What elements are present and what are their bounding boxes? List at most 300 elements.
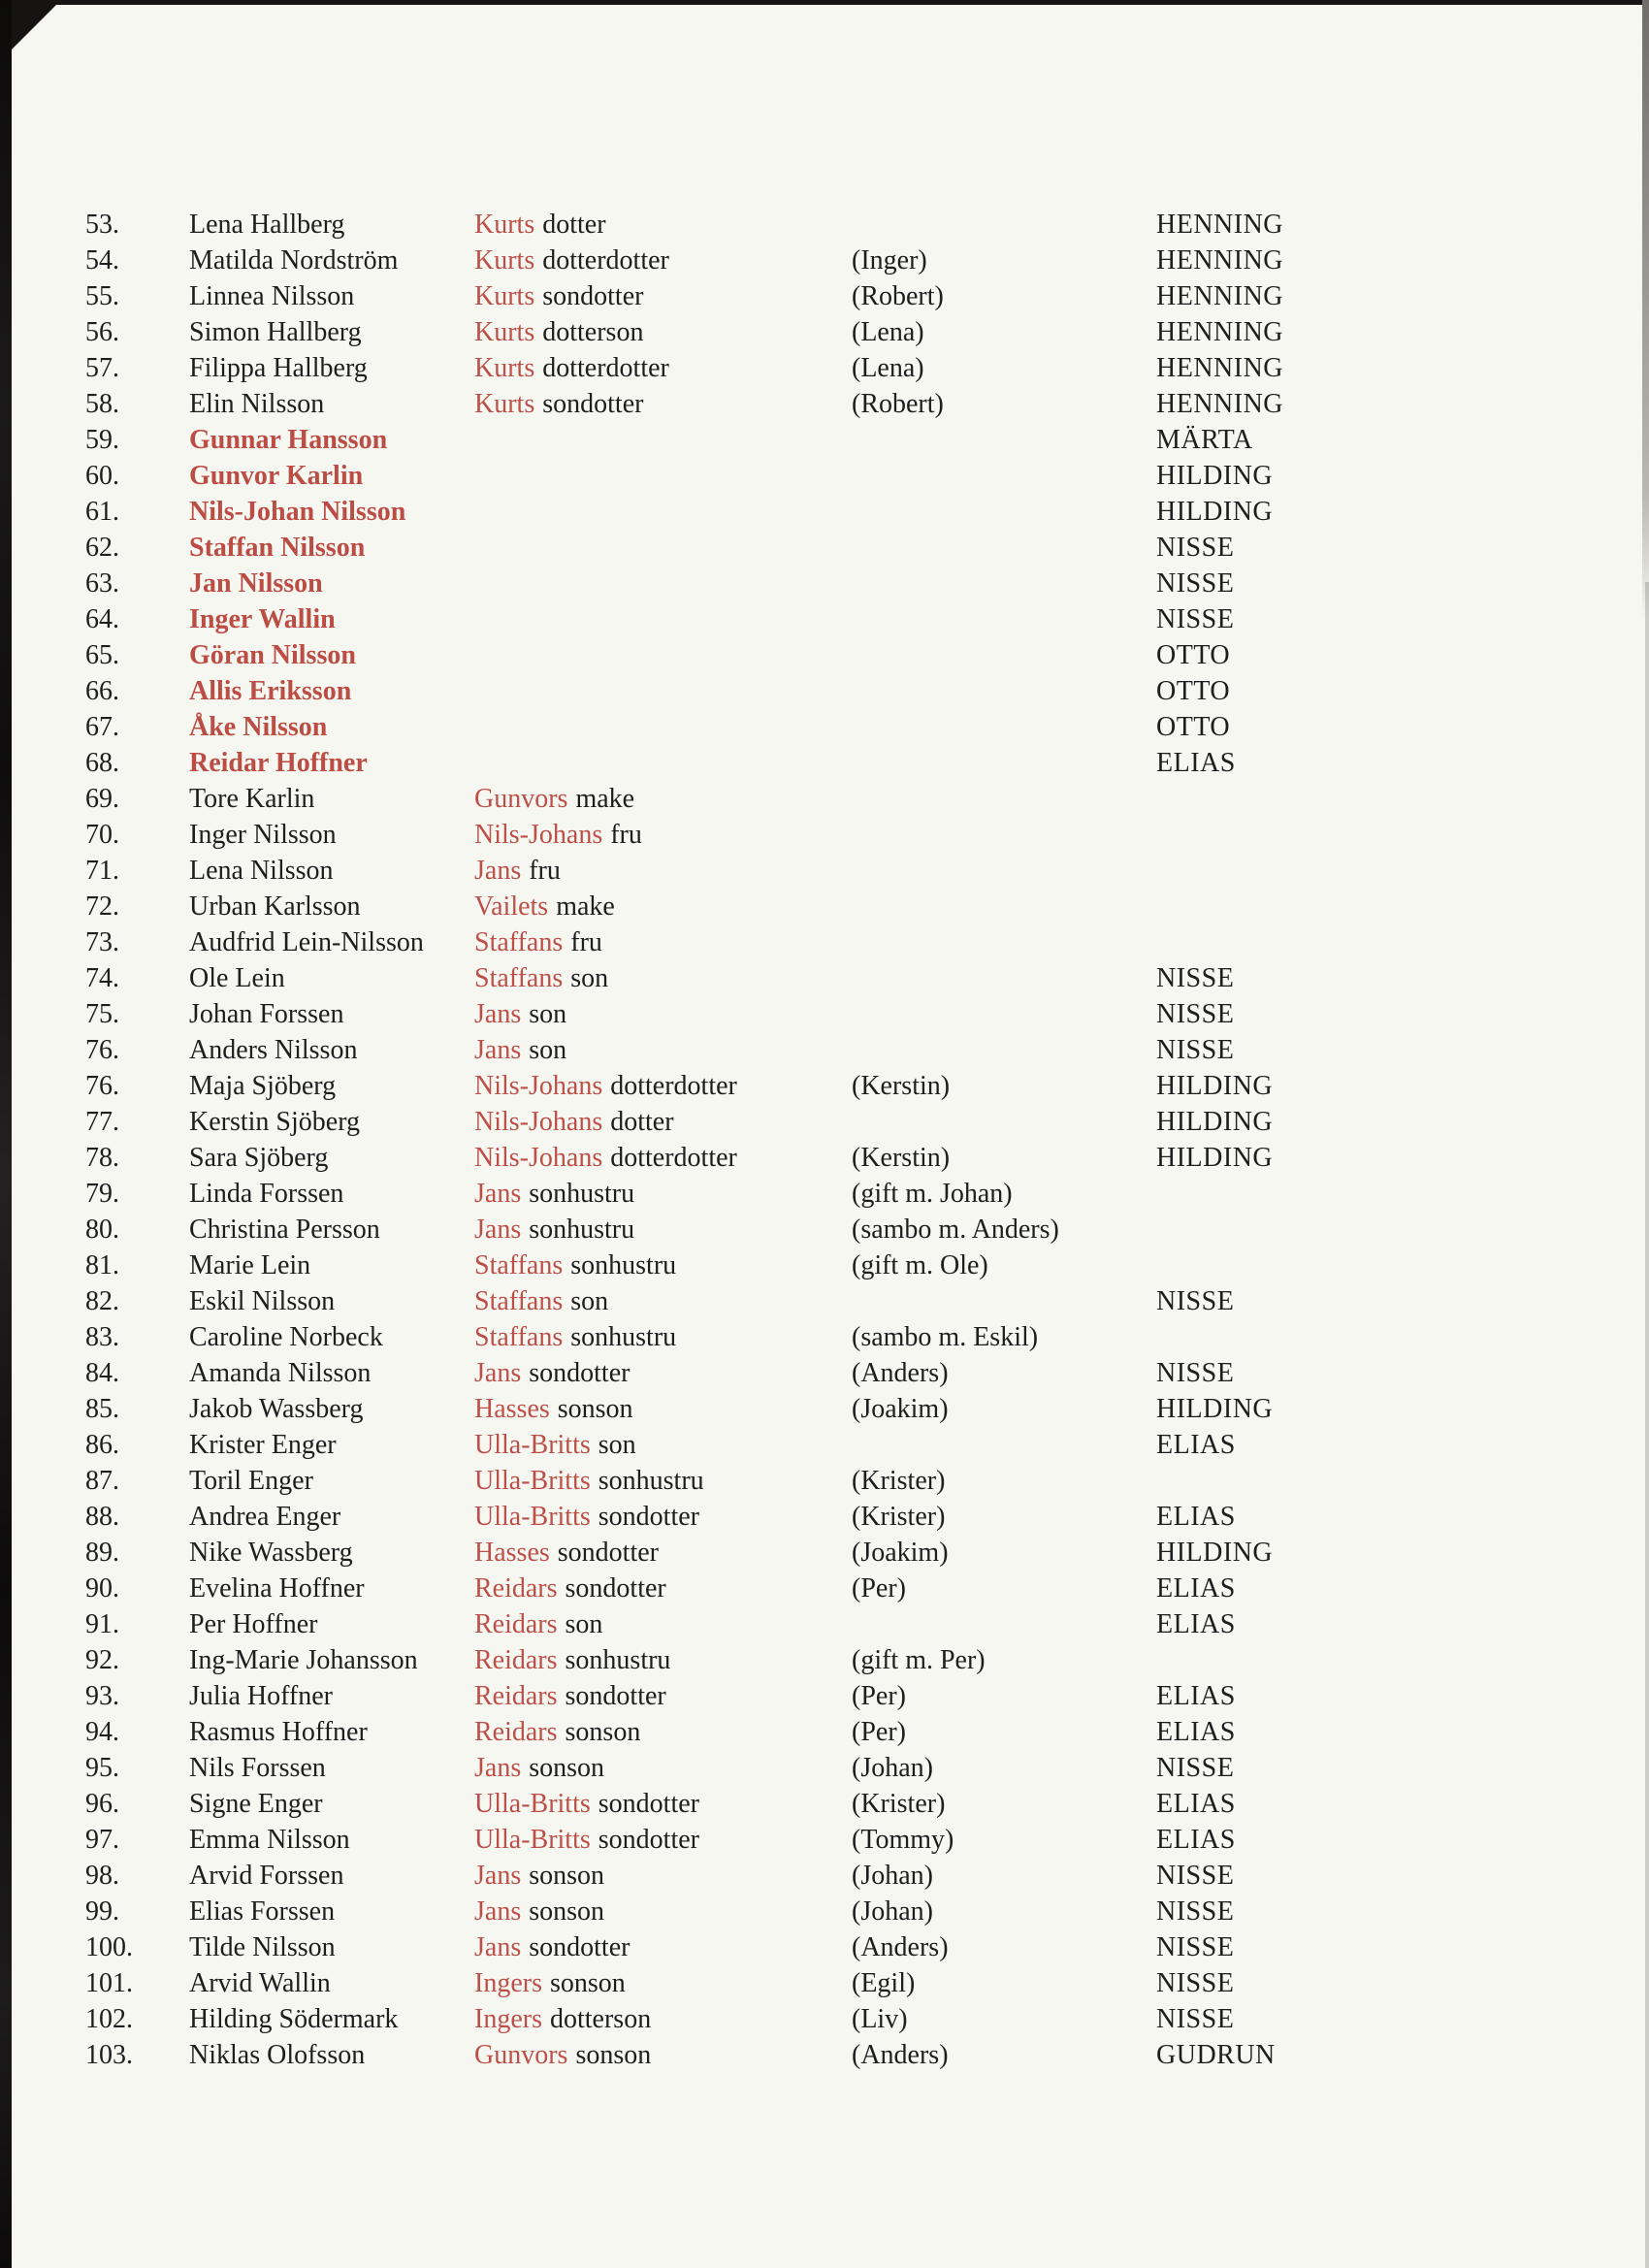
relation-owner-name: Jans: [474, 856, 522, 886]
branch-name: NISSE: [1156, 568, 1235, 599]
relation: [474, 1427, 636, 1463]
row-number: 65.: [85, 640, 119, 670]
relation-term: sondotter: [565, 1573, 666, 1604]
parent-note: (Lena): [852, 317, 924, 347]
row-number: 86.: [85, 1430, 119, 1460]
relation-term: sonhustru: [570, 1250, 677, 1280]
person-name: Audfrid Lein-Nilsson: [189, 927, 424, 957]
relation: [474, 1247, 676, 1283]
row-number: 92.: [85, 1645, 119, 1675]
branch-name: MÄRTA: [1156, 425, 1253, 455]
relation-owner-name: Staffans: [474, 1286, 564, 1316]
relation: [474, 996, 566, 1032]
relation-owner-name: Staffans: [474, 927, 564, 957]
list-item: [0, 1858, 1649, 1894]
person-name: Allis Eriksson: [189, 676, 352, 706]
row-number: 87.: [85, 1466, 119, 1496]
list-item: [0, 243, 1649, 278]
parent-note: (gift m. Johan): [852, 1179, 1013, 1209]
person-name: Maja Sjöberg: [189, 1071, 337, 1101]
relation: [474, 1678, 666, 1714]
row-number: 83.: [85, 1322, 119, 1352]
parent-note: (Krister): [852, 1466, 946, 1496]
relation: [474, 1140, 737, 1176]
list-item: [0, 1068, 1649, 1104]
person-name: Lena Nilsson: [189, 856, 334, 886]
branch-name: NISSE: [1156, 2004, 1235, 2034]
parent-note: (Robert): [852, 389, 944, 419]
relation-term: sonhustru: [570, 1322, 677, 1352]
relation-term: sondotter: [565, 1681, 666, 1711]
row-number: 95.: [85, 1753, 119, 1783]
person-name: Jan Nilsson: [189, 568, 323, 599]
parent-note: (Johan): [852, 1753, 933, 1783]
list-item: [0, 494, 1649, 530]
list-item: [0, 853, 1649, 889]
list-item: [0, 817, 1649, 853]
branch-name: ELIAS: [1156, 748, 1236, 778]
relation: [474, 781, 634, 817]
branch-name: ELIAS: [1156, 1573, 1236, 1604]
relation: [474, 1176, 634, 1212]
relation-term: son: [529, 1035, 567, 1065]
person-name: Göran Nilsson: [189, 640, 356, 670]
list-item: [0, 422, 1649, 458]
person-name: Andrea Enger: [189, 1502, 341, 1532]
relation-term: sondotter: [542, 281, 644, 311]
person-name: Linnea Nilsson: [189, 281, 355, 311]
person-list: [0, 207, 1649, 2073]
person-name: Krister Enger: [189, 1430, 337, 1460]
list-item: [0, 601, 1649, 637]
relation-owner-name: Hasses: [474, 1538, 550, 1568]
relation-term: dotterdotter: [610, 1143, 737, 1173]
row-number: 93.: [85, 1681, 119, 1711]
relation-term: son: [570, 1286, 609, 1316]
row-number: 60.: [85, 461, 119, 491]
relation: [474, 1283, 608, 1319]
relation-owner-name: Nils-Johans: [474, 1071, 603, 1101]
branch-name: HENNING: [1156, 353, 1284, 383]
person-name: Urban Karlsson: [189, 891, 361, 922]
relation: [474, 1786, 699, 1822]
person-name: Christina Persson: [189, 1215, 380, 1245]
relation-term: son: [598, 1430, 636, 1460]
list-item: [0, 1212, 1649, 1247]
row-number: 75.: [85, 999, 119, 1029]
row-number: 94.: [85, 1717, 119, 1747]
row-number: 99.: [85, 1896, 119, 1927]
person-name: Åke Nilsson: [189, 712, 328, 742]
relation-term: dotter: [610, 1107, 674, 1137]
relation-owner-name: Hasses: [474, 1394, 550, 1424]
relation-term: son: [570, 963, 609, 993]
list-item: [0, 1140, 1649, 1176]
relation-term: sonson: [549, 1968, 626, 1998]
relation-owner-name: Gunvors: [474, 784, 568, 814]
row-number: 103.: [85, 2040, 133, 2070]
list-item: [0, 207, 1649, 243]
person-name: Gunvor Karlin: [189, 461, 364, 491]
person-name: Johan Forssen: [189, 999, 344, 1029]
row-number: 59.: [85, 425, 119, 455]
list-item: [0, 1104, 1649, 1140]
relation-owner-name: Nils-Johans: [474, 1143, 603, 1173]
row-number: 96.: [85, 1789, 119, 1819]
list-item: [0, 1714, 1649, 1750]
list-item: [0, 458, 1649, 494]
person-name: Nils Forssen: [189, 1753, 326, 1783]
relation: [474, 1104, 674, 1140]
list-item: [0, 709, 1649, 745]
branch-name: HILDING: [1156, 461, 1274, 491]
relation-owner-name: Kurts: [474, 353, 535, 383]
list-item: [0, 1463, 1649, 1499]
person-name: Staffan Nilsson: [189, 533, 366, 563]
relation-owner-name: Reidars: [474, 1573, 558, 1604]
relation-term: dotterdotter: [542, 245, 669, 275]
parent-note: (Johan): [852, 1896, 933, 1927]
relation-term: sonhustru: [565, 1645, 671, 1675]
relation-term: sondotter: [598, 1825, 699, 1855]
parent-note: (Kerstin): [852, 1143, 951, 1173]
list-item: [0, 1247, 1649, 1283]
relation-term: sonson: [575, 2040, 652, 2070]
relation: [474, 1714, 640, 1750]
branch-name: HILDING: [1156, 497, 1274, 527]
branch-name: NISSE: [1156, 1896, 1235, 1927]
relation: [474, 243, 669, 278]
relation-term: fru: [529, 856, 561, 886]
relation: [474, 386, 643, 422]
parent-note: (gift m. Per): [852, 1645, 986, 1675]
parent-note: (Per): [852, 1573, 906, 1604]
relation: [474, 278, 643, 314]
row-number: 79.: [85, 1179, 119, 1209]
branch-name: NISSE: [1156, 1035, 1235, 1065]
relation-owner-name: Kurts: [474, 245, 535, 275]
branch-name: ELIAS: [1156, 1681, 1236, 1711]
row-number: 100.: [85, 1932, 133, 1962]
row-number: 81.: [85, 1250, 119, 1280]
parent-note: (sambo m. Anders): [852, 1215, 1059, 1245]
relation-term: sondotter: [598, 1502, 699, 1532]
relation-owner-name: Jans: [474, 1896, 522, 1927]
person-name: Kerstin Sjöberg: [189, 1107, 361, 1137]
relation: [474, 853, 561, 889]
list-item: [0, 673, 1649, 709]
list-item: [0, 566, 1649, 601]
list-item: [0, 637, 1649, 673]
branch-name: NISSE: [1156, 533, 1235, 563]
relation-owner-name: Staffans: [474, 963, 564, 993]
relation-owner-name: Nils-Johans: [474, 820, 603, 850]
relation-owner-name: Reidars: [474, 1681, 558, 1711]
relation-owner-name: Jans: [474, 999, 522, 1029]
relation-term: fru: [610, 820, 642, 850]
person-name: Marie Lein: [189, 1250, 311, 1280]
relation: [474, 2037, 651, 2073]
relation-term: sondotter: [529, 1358, 630, 1388]
parent-note: (Krister): [852, 1502, 946, 1532]
parent-note: (Krister): [852, 1789, 946, 1819]
list-item: [0, 1427, 1649, 1463]
person-name: Jakob Wassberg: [189, 1394, 364, 1424]
row-number: 84.: [85, 1358, 119, 1388]
row-number: 53.: [85, 210, 119, 240]
relation-term: sondotter: [557, 1538, 659, 1568]
relation-term: make: [556, 891, 615, 922]
row-number: 76.: [85, 1071, 119, 1101]
parent-note: (Anders): [852, 2040, 949, 2070]
person-name: Toril Enger: [189, 1466, 313, 1496]
relation: [474, 314, 643, 350]
list-item: [0, 1606, 1649, 1642]
relation-owner-name: Ulla-Britts: [474, 1430, 591, 1460]
branch-name: ELIAS: [1156, 1825, 1236, 1855]
relation-owner-name: Jans: [474, 1861, 522, 1891]
branch-name: NISSE: [1156, 963, 1235, 993]
relation: [474, 1212, 634, 1247]
row-number: 89.: [85, 1538, 119, 1568]
list-item: [0, 1929, 1649, 1965]
branch-name: ELIAS: [1156, 1430, 1236, 1460]
relation: [474, 1858, 604, 1894]
parent-note: (Inger): [852, 245, 927, 275]
relation: [474, 2001, 651, 2037]
relation-owner-name: Ulla-Britts: [474, 1466, 591, 1496]
relation-owner-name: Jans: [474, 1035, 522, 1065]
relation-term: sonson: [529, 1753, 605, 1783]
relation-term: dotter: [542, 210, 606, 240]
branch-name: OTTO: [1156, 640, 1231, 670]
branch-name: HILDING: [1156, 1394, 1274, 1424]
relation-term: sondotter: [598, 1789, 699, 1819]
person-name: Niklas Olofsson: [189, 2040, 366, 2070]
list-item: [0, 1965, 1649, 2001]
parent-note: (sambo m. Eskil): [852, 1322, 1039, 1352]
relation-term: sonson: [529, 1861, 605, 1891]
person-name: Gunnar Hansson: [189, 425, 388, 455]
parent-note: (Anders): [852, 1358, 949, 1388]
relation: [474, 1319, 676, 1355]
branch-name: NISSE: [1156, 1286, 1235, 1316]
person-name: Arvid Forssen: [189, 1861, 344, 1891]
list-item: [0, 960, 1649, 996]
relation: [474, 1535, 659, 1571]
row-number: 73.: [85, 927, 119, 957]
person-name: Signe Enger: [189, 1789, 323, 1819]
row-number: 82.: [85, 1286, 119, 1316]
relation: [474, 1355, 630, 1391]
relation-term: dotterdotter: [542, 353, 669, 383]
relation-owner-name: Ingers: [474, 2004, 542, 2034]
list-item: [0, 996, 1649, 1032]
list-item: [0, 745, 1649, 781]
relation: [474, 889, 615, 924]
relation: [474, 1750, 604, 1786]
person-name: Inger Wallin: [189, 604, 336, 634]
relation: [474, 1929, 630, 1965]
branch-name: ELIAS: [1156, 1502, 1236, 1532]
row-number: 85.: [85, 1394, 119, 1424]
person-name: Matilda Nordström: [189, 245, 399, 275]
list-item: [0, 924, 1649, 960]
relation-owner-name: Ulla-Britts: [474, 1502, 591, 1532]
person-name: Simon Hallberg: [189, 317, 362, 347]
branch-name: ELIAS: [1156, 1609, 1236, 1639]
parent-note: (Lena): [852, 353, 924, 383]
person-name: Per Hoffner: [189, 1609, 318, 1639]
list-item: [0, 1678, 1649, 1714]
row-number: 90.: [85, 1573, 119, 1604]
branch-name: NISSE: [1156, 1932, 1235, 1962]
relation: [474, 817, 642, 853]
list-item: [0, 889, 1649, 924]
relation-owner-name: Ingers: [474, 1968, 542, 1998]
relation-term: dotterson: [542, 317, 644, 347]
person-name: Elin Nilsson: [189, 389, 325, 419]
relation-owner-name: Staffans: [474, 1250, 564, 1280]
relation-owner-name: Kurts: [474, 281, 535, 311]
person-name: Hilding Södermark: [189, 2004, 399, 2034]
branch-name: HENNING: [1156, 210, 1284, 240]
row-number: 64.: [85, 604, 119, 634]
relation-owner-name: Kurts: [474, 210, 535, 240]
parent-note: (Johan): [852, 1861, 933, 1891]
list-item: [0, 1176, 1649, 1212]
row-number: 55.: [85, 281, 119, 311]
list-item: [0, 530, 1649, 566]
branch-name: ELIAS: [1156, 1717, 1236, 1747]
list-item: [0, 1499, 1649, 1535]
parent-note: (Per): [852, 1717, 906, 1747]
row-number: 54.: [85, 245, 119, 275]
relation-term: dotterson: [549, 2004, 652, 2034]
relation-owner-name: Jans: [474, 1753, 522, 1783]
list-item: [0, 2037, 1649, 2073]
relation-term: sonson: [529, 1896, 605, 1927]
relation-term: sonhustru: [529, 1215, 635, 1245]
branch-name: HENNING: [1156, 317, 1284, 347]
relation: [474, 1642, 670, 1678]
relation-term: sondotter: [529, 1932, 630, 1962]
relation: [474, 1032, 566, 1068]
relation-owner-name: Jans: [474, 1358, 522, 1388]
branch-name: OTTO: [1156, 712, 1231, 742]
row-number: 71.: [85, 856, 119, 886]
list-item: [0, 1319, 1649, 1355]
row-number: 72.: [85, 891, 119, 922]
row-number: 78.: [85, 1143, 119, 1173]
person-name: Julia Hoffner: [189, 1681, 333, 1711]
branch-name: OTTO: [1156, 676, 1231, 706]
list-item: [0, 278, 1649, 314]
relation-owner-name: Vailets: [474, 891, 549, 922]
row-number: 102.: [85, 2004, 133, 2034]
relation: [474, 1965, 626, 2001]
list-item: [0, 1822, 1649, 1858]
person-name: Amanda Nilsson: [189, 1358, 372, 1388]
parent-note: (Kerstin): [852, 1071, 951, 1101]
list-item: [0, 1535, 1649, 1571]
row-number: 101.: [85, 1968, 133, 1998]
list-item: [0, 1750, 1649, 1786]
relation-term: dotterdotter: [610, 1071, 737, 1101]
person-name: Elias Forssen: [189, 1896, 336, 1927]
relation-owner-name: Gunvors: [474, 2040, 568, 2070]
parent-note: (Liv): [852, 2004, 908, 2034]
relation-owner-name: Reidars: [474, 1609, 558, 1639]
branch-name: HENNING: [1156, 245, 1284, 275]
list-item: [0, 1571, 1649, 1606]
row-number: 91.: [85, 1609, 119, 1639]
row-number: 66.: [85, 676, 119, 706]
person-name: Lena Hallberg: [189, 210, 345, 240]
list-item: [0, 386, 1649, 422]
relation: [474, 1391, 633, 1427]
relation: [474, 1894, 604, 1929]
person-name: Eskil Nilsson: [189, 1286, 336, 1316]
person-name: Filippa Hallberg: [189, 353, 368, 383]
relation: [474, 1606, 602, 1642]
relation-owner-name: Ulla-Britts: [474, 1825, 591, 1855]
parent-note: (Anders): [852, 1932, 949, 1962]
row-number: 97.: [85, 1825, 119, 1855]
row-number: 98.: [85, 1861, 119, 1891]
parent-note: (Per): [852, 1681, 906, 1711]
list-item: [0, 1391, 1649, 1427]
relation: [474, 1068, 737, 1104]
relation-term: fru: [570, 927, 602, 957]
row-number: 61.: [85, 497, 119, 527]
relation: [474, 207, 606, 243]
list-item: [0, 2001, 1649, 2037]
relation-term: sonhustru: [529, 1179, 635, 1209]
row-number: 69.: [85, 784, 119, 814]
list-item: [0, 1894, 1649, 1929]
person-name: Tore Karlin: [189, 784, 315, 814]
person-name: Rasmus Hoffner: [189, 1717, 368, 1747]
person-name: Sara Sjöberg: [189, 1143, 329, 1173]
person-name: Evelina Hoffner: [189, 1573, 365, 1604]
relation-owner-name: Jans: [474, 1215, 522, 1245]
row-number: 62.: [85, 533, 119, 563]
relation-owner-name: Nils-Johans: [474, 1107, 603, 1137]
person-name: Emma Nilsson: [189, 1825, 350, 1855]
branch-name: GUDRUN: [1156, 2040, 1276, 2070]
person-name: Inger Nilsson: [189, 820, 337, 850]
relation: [474, 1822, 699, 1858]
relation: [474, 350, 669, 386]
person-name: Anders Nilsson: [189, 1035, 358, 1065]
branch-name: NISSE: [1156, 1358, 1235, 1388]
branch-name: HILDING: [1156, 1107, 1274, 1137]
list-item: [0, 350, 1649, 386]
row-number: 77.: [85, 1107, 119, 1137]
relation-owner-name: Kurts: [474, 317, 535, 347]
row-number: 68.: [85, 748, 119, 778]
relation-owner-name: Reidars: [474, 1717, 558, 1747]
row-number: 80.: [85, 1215, 119, 1245]
list-item: [0, 314, 1649, 350]
branch-name: HILDING: [1156, 1143, 1274, 1173]
relation: [474, 1463, 704, 1499]
person-name: Tilde Nilsson: [189, 1932, 336, 1962]
relation-term: make: [575, 784, 635, 814]
relation-term: sondotter: [542, 389, 644, 419]
row-number: 74.: [85, 963, 119, 993]
